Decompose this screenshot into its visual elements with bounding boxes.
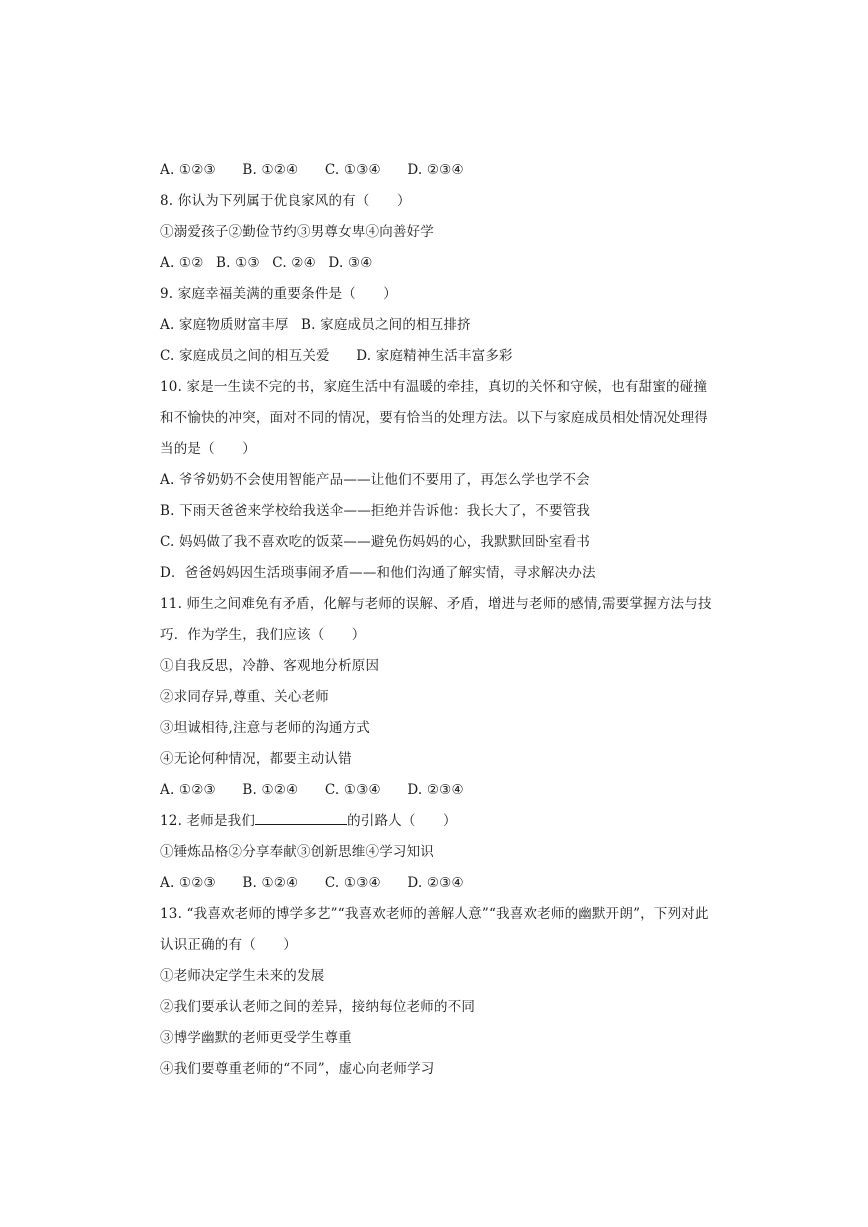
option-b: B. ①②④	[242, 782, 299, 798]
q11-item-4: ④无论何种情况，都要主动认错	[160, 751, 352, 767]
q10-option-a: A. 爷爷奶奶不会使用智能产品——让他们不要用了，再怎么学也学不会	[160, 472, 590, 488]
option-c: C. ①③④	[324, 875, 381, 891]
q8-items: ①溺爱孩子②勤俭节约③男尊女卑④向善好学	[160, 224, 434, 240]
q10-option-d: D．爸爸妈妈因生活琐事闹矛盾——和他们沟通了解实情，寻求解决办法	[160, 565, 596, 581]
q12-options	[160, 869, 720, 900]
q13-stem-line2: 认识正确的有（ ）	[160, 937, 297, 953]
q12-stem-post: 的引路人（ ）	[347, 813, 457, 829]
q9-options-cd	[160, 342, 720, 373]
q10-stem-line3: 当的是（ ）	[160, 441, 256, 457]
q13-item-2: ②我们要承认老师之间的差异，接纳每位老师的不同	[160, 999, 476, 1015]
option-a: A. ①②	[160, 255, 204, 271]
option-b: B. 家庭成员之间的相互排挤	[301, 317, 471, 333]
q12-stem	[160, 807, 720, 838]
option-c: C. ①③④	[324, 782, 381, 798]
option-c: C. ①③④	[324, 162, 381, 178]
q11-options	[160, 776, 720, 807]
q13-item-3: ③博学幽默的老师更受学生尊重	[160, 1030, 352, 1046]
q10-option-c: C. 妈妈做了我不喜欢吃的饭菜——避免伤妈妈的心，我默默回卧室看书	[160, 534, 591, 550]
q8-stem: 8. 你认为下列属于优良家风的有（ ）	[160, 193, 411, 209]
q11-item-2: ②求同存异,尊重、关心老师	[160, 689, 329, 705]
option-b: B. ①③	[216, 255, 260, 271]
option-d: D. ②③④	[407, 162, 464, 178]
q12-stem-pre: 12. 老师是我们	[160, 813, 256, 829]
fill-in-blank	[255, 810, 347, 825]
q9-options-ab	[160, 311, 720, 342]
q11-stem-line1: 11. 师生之间难免有矛盾，化解与老师的误解、矛盾，增进与老师的感情,需要掌握方法与技	[160, 596, 712, 612]
q8-options	[160, 249, 720, 280]
q13-item-4: ④我们要尊重老师的“不同”，虚心向老师学习	[160, 1061, 435, 1077]
option-c: C. ②④	[272, 255, 316, 271]
q10-option-b: B. 下雨天爸爸来学校给我送伞——拒绝并告诉他：我长大了，不要管我	[160, 503, 591, 519]
option-b: B. ①②④	[242, 875, 299, 891]
option-b: B. ①②④	[242, 162, 299, 178]
q10-stem-line2: 和不愉快的冲突，面对不同的情况，要有恰当的处理方法。以下与家庭成员相处情况处理得	[160, 410, 708, 426]
option-d: D. ②③④	[407, 782, 464, 798]
option-d: D. 家庭精神生活丰富多彩	[356, 348, 513, 364]
q9-stem: 9. 家庭幸福美满的重要条件是（ ）	[160, 286, 397, 302]
option-a: A. ①②③	[160, 782, 216, 798]
q12-items: ①锤炼品格②分享奉献③创新思维④学习知识	[160, 844, 434, 860]
q13-item-1: ①老师决定学生未来的发展	[160, 968, 325, 984]
q11-stem-line2: 巧．作为学生，我们应该（ ）	[160, 627, 366, 643]
q13-stem-line1: 13. “我喜欢老师的博学多艺”“我喜欢老师的善解人意”“我喜欢老师的幽默开朗”，下列对此	[160, 906, 709, 922]
option-a: A. ①②③	[160, 162, 216, 178]
option-a: A. ①②③	[160, 875, 216, 891]
q11-item-3: ③坦诚相待,注意与老师的沟通方式	[160, 720, 370, 736]
q10-stem-line1: 10. 家是一生读不完的书，家庭生活中有温暖的牵挂，真切的关怀和守候，也有甜蜜的碰撞	[160, 379, 708, 395]
q11-item-1: ①自我反思，冷静、客观地分析原因	[160, 658, 380, 674]
option-d: D. ③④	[328, 255, 373, 271]
document-page	[160, 156, 720, 1086]
q7-options	[160, 156, 720, 187]
option-c: C. 家庭成员之间的相互关爱	[160, 348, 330, 364]
option-d: D. ②③④	[407, 875, 464, 891]
option-a: A. 家庭物质财富丰厚	[160, 317, 289, 333]
